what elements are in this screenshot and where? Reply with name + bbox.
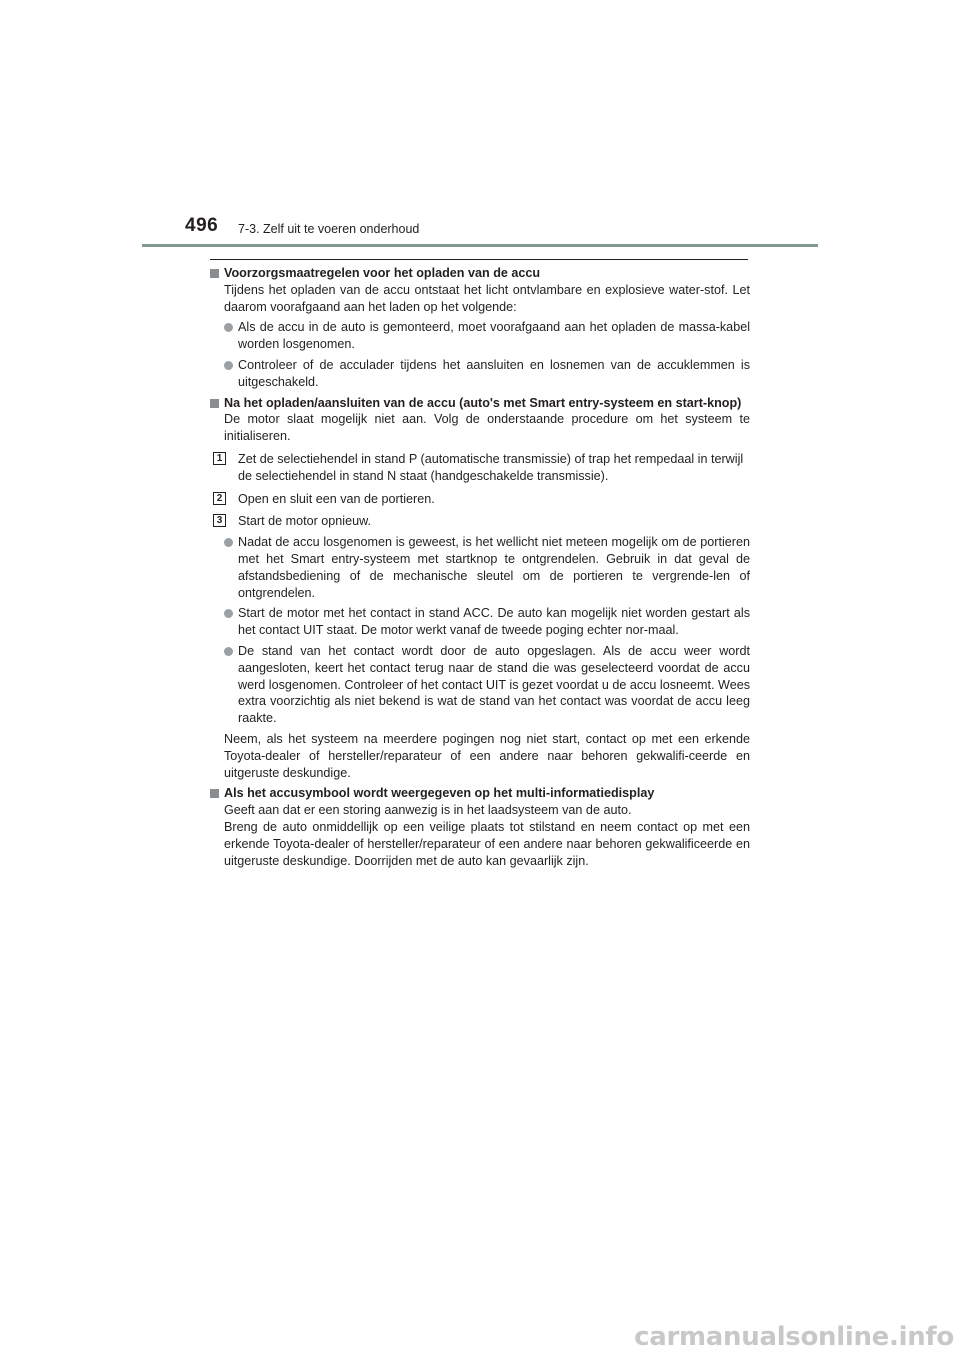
list-item-text: Als de accu in de auto is gemonteerd, moet voorafgaand aan het opladen de massa-kabel worden losgenomen. (238, 320, 750, 352)
step-number: 2 (213, 492, 226, 505)
list-item (210, 605, 750, 639)
section-heading (210, 265, 750, 282)
section-heading (210, 785, 750, 802)
heading-text: Na het opladen/aansluiten van de accu (auto's met Smart entry-systeem en start-knop) (224, 395, 742, 410)
list-item-text: De stand van het contact wordt door de auto opgeslagen. Als de accu weer wordt aangesloten, keert het contact terug naar de stand die was geselecteerd voordat de accu werd losgenomen. Controleer of het contact UIT is gezet voordat u de accu losneemt. Wees extra voorzichtig als niet bekend is wat de stand van het contact was voordat de accu leeg raakte. (238, 643, 750, 726)
step-number: 1 (213, 452, 226, 465)
paragraph: Breng de auto onmiddellijk op een veilige plaats tot stilstand en neem contact op met een erkende Toyota-dealer of hersteller/reparateur of een andere naar behoren gekwalificeerde en uitgeruste deskundige. Doorrijden met de auto kan gevaarlijk zijn. (224, 819, 750, 868)
list-item-text: Nadat de accu losgenomen is geweest, is het wellicht niet meteen mogelijk om de portieren met het Smart entry-systeem met startknop te ontgrendelen. Gebruik in dat geval de afstandsbediening of de mechanische sleutel om de portieren te vergrende-len of ontgrendelen. (238, 535, 750, 600)
heading-text: Als het accusymbool wordt weergegeven op het multi-informatiedisplay (224, 786, 655, 801)
step-text: Zet de selectiehendel in stand P (automatische transmissie) of trap het rempedaal in terwijl de selectiehendel in stand N staat (handgeschakelde transmissie). (238, 451, 744, 483)
step-item (210, 491, 750, 508)
page-number: 496 (185, 215, 219, 236)
watermark: carmanualsonline.info (634, 1322, 954, 1352)
list-item-text: Start de motor met het contact in stand ACC. De auto kan mogelijk niet worden gestart als het contact UIT staat. De motor werkt vanaf de tweede poging echter nor-maal. (238, 606, 750, 638)
round-bullet-icon (224, 538, 233, 547)
square-bullet-icon (210, 269, 219, 278)
round-bullet-icon (224, 609, 233, 618)
main-content (210, 265, 750, 869)
heading-text: Voorzorgsmaatregelen voor het opladen van de accu (224, 266, 541, 280)
step-number: 3 (213, 514, 226, 527)
square-bullet-icon (210, 399, 219, 408)
section-title: 7-3. Zelf uit te voeren onderhoud (238, 222, 420, 236)
list-item (210, 319, 750, 353)
paragraph: Geeft aan dat er een storing aanwezig is in het laadsysteem van de auto. (224, 803, 632, 818)
content-rule (210, 259, 748, 260)
step-text: Start de motor opnieuw. (238, 514, 372, 529)
list-item (210, 357, 750, 391)
step-item (210, 513, 750, 530)
paragraph: Tijdens het opladen van de accu ontstaat het licht ontvlambare en explosieve water-stof. Let daarom voorafgaand aan het laden op het volgende: (224, 282, 750, 314)
section-heading (210, 395, 750, 412)
paragraph: De motor slaat mogelijk niet aan. Volg de onderstaande procedure om het systeem te initialiseren. (224, 412, 750, 444)
step-item (210, 451, 750, 485)
round-bullet-icon (224, 647, 233, 656)
list-item (210, 534, 750, 601)
round-bullet-icon (224, 323, 233, 332)
step-text: Open en sluit een van de portieren. (238, 491, 435, 506)
paragraph: Neem, als het systeem na meerdere pogingen nog niet start, contact op met een erkende Toyota-dealer of hersteller/reparateur of een andere naar behoren gekwalifi-ceerde en uitgeruste deskundige. (224, 731, 750, 780)
square-bullet-icon (210, 789, 219, 798)
list-item-text: Controleer of de acculader tijdens het aansluiten en losnemen van de accuklemmen is uitgeschakeld. (238, 357, 750, 389)
header-rule (142, 244, 818, 247)
round-bullet-icon (224, 361, 233, 370)
list-item (210, 643, 750, 727)
